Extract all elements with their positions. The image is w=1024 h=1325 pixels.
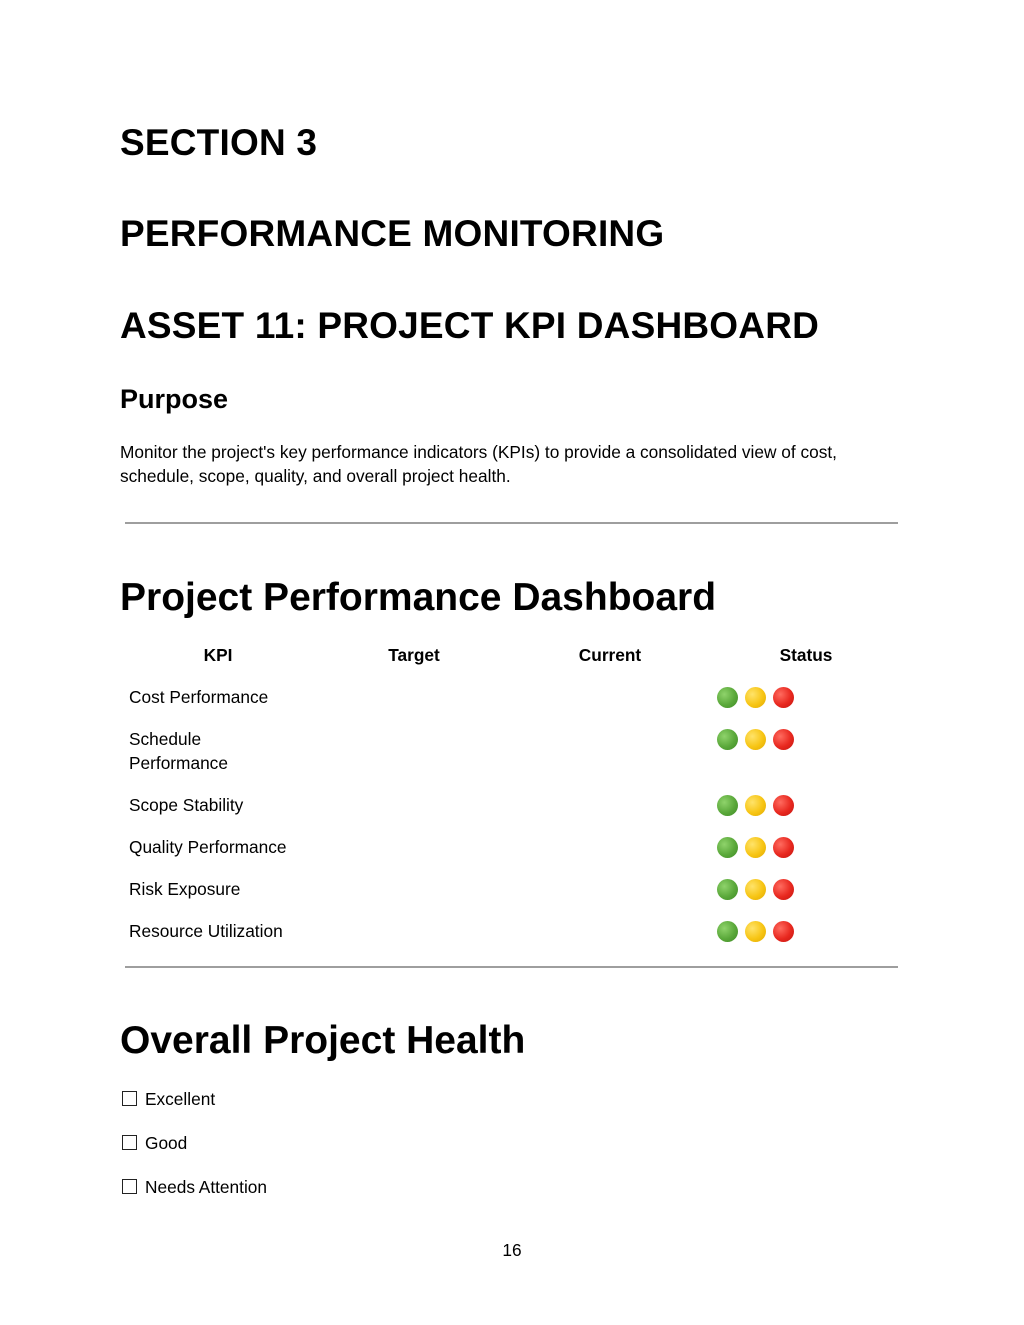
option-label: Needs Attention: [145, 1177, 268, 1197]
yellow-circle-icon: [745, 795, 766, 816]
dashboard-heading: Project Performance Dashboard: [120, 576, 717, 619]
kpi-name: Scope Stability: [129, 795, 244, 815]
column-header-current: Current: [578, 645, 642, 665]
kpi-name: Risk Exposure: [129, 879, 241, 899]
section-heading: SECTION 3: [120, 122, 318, 163]
yellow-circle-icon: [745, 729, 766, 750]
option-label: Good: [145, 1133, 188, 1153]
kpi-name: Resource Utilization: [129, 921, 283, 941]
yellow-circle-icon: [745, 879, 766, 900]
green-circle-icon: [717, 687, 738, 708]
yellow-circle-icon: [745, 837, 766, 858]
green-circle-icon: [717, 729, 738, 750]
column-header-status: Status: [779, 645, 833, 665]
green-circle-icon: [717, 837, 738, 858]
health-option-needs-attention[interactable]: [120, 1175, 267, 1199]
divider: [125, 522, 898, 524]
health-option-good[interactable]: [120, 1131, 187, 1155]
green-circle-icon: [717, 921, 738, 942]
column-header-kpi: KPI: [203, 645, 233, 665]
red-circle-icon: [773, 921, 794, 942]
kpi-name: Schedule Performance: [129, 729, 228, 773]
yellow-circle-icon: [745, 921, 766, 942]
purpose-heading: Purpose: [120, 384, 229, 414]
red-circle-icon: [773, 837, 794, 858]
checkbox-icon[interactable]: [122, 1179, 137, 1194]
kpi-name: Cost Performance: [129, 687, 269, 707]
asset-heading: ASSET 11: PROJECT KPI DASHBOARD: [120, 305, 820, 346]
red-circle-icon: [773, 879, 794, 900]
green-circle-icon: [717, 879, 738, 900]
column-header-target: Target: [388, 645, 440, 665]
red-circle-icon: [773, 795, 794, 816]
area-heading: PERFORMANCE MONITORING: [120, 213, 665, 254]
checkbox-icon[interactable]: [122, 1135, 137, 1150]
red-circle-icon: [773, 687, 794, 708]
divider: [125, 966, 898, 968]
kpi-name: Quality Performance: [129, 837, 287, 857]
checkbox-icon[interactable]: [122, 1091, 137, 1106]
option-label: Excellent: [145, 1089, 216, 1109]
health-option-excellent[interactable]: [120, 1087, 215, 1111]
page-number: 16: [502, 1240, 522, 1260]
red-circle-icon: [773, 729, 794, 750]
green-circle-icon: [717, 795, 738, 816]
health-heading: Overall Project Health: [120, 1019, 526, 1062]
yellow-circle-icon: [745, 687, 766, 708]
purpose-text: Monitor the project's key performance indicators (KPIs) to provide a consolidated view of cost, schedule, scope, quality, and overall project health.: [120, 442, 837, 486]
